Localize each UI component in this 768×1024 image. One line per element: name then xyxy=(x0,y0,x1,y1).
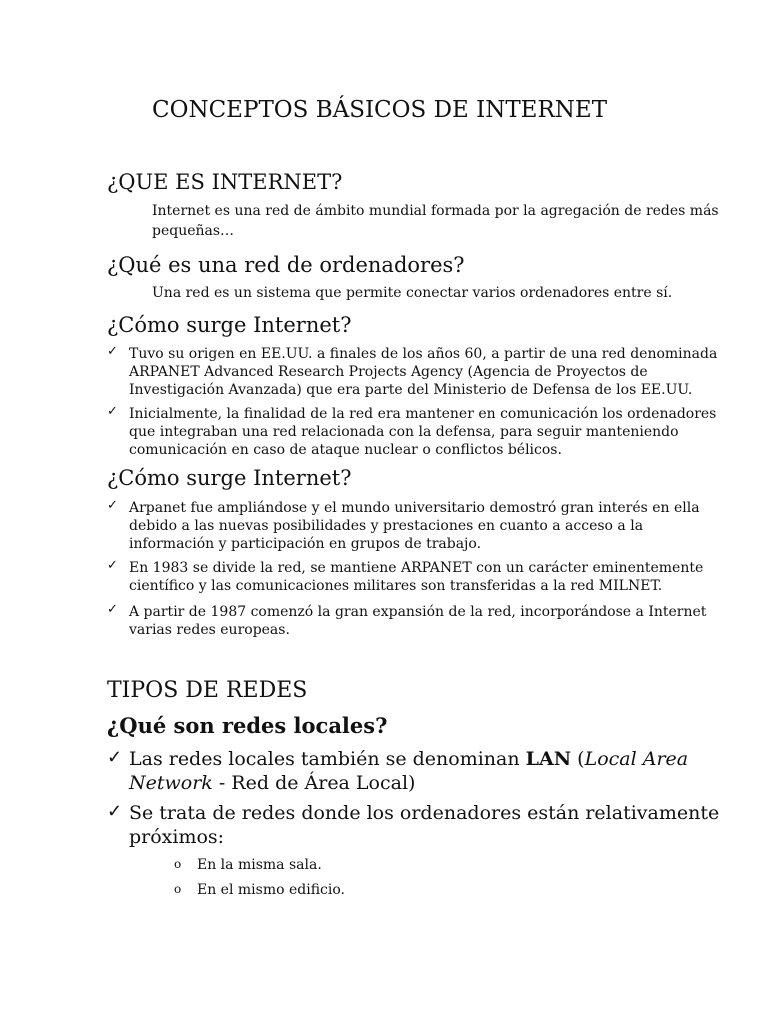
list-item-line: Investigación Avanzada) que era parte del Ministerio de Defensa de los EE.UU. xyxy=(129,382,693,398)
page-title: CONCEPTOS BÁSICOS DE INTERNET xyxy=(152,97,608,123)
list-item-line: Arpanet fue ampliándose y el mundo universitario demostró gran interés en ella xyxy=(129,500,700,516)
list-item-line: información y participación en grupos de trabajo. xyxy=(129,536,482,552)
circle-bullet-icon: o xyxy=(174,857,182,871)
list-item-line: A partir de 1987 comenzó la gran expansión de la red, incorporándose a Internet xyxy=(129,604,707,620)
check-icon: ✓ xyxy=(107,498,118,513)
italic-text: Network xyxy=(129,772,213,794)
paragraph-line: Internet es una red de ámbito mundial formada por la agregación de redes más xyxy=(152,203,719,219)
section-heading-como-surge-1: ¿Cómo surge Internet? xyxy=(107,313,352,337)
list-item-line: Se trata de redes donde los ordenadores están relativamente xyxy=(129,802,720,824)
section-heading-como-surge-2: ¿Cómo surge Internet? xyxy=(107,466,352,490)
text-span: ( xyxy=(571,748,585,770)
paragraph-line: pequeñas… xyxy=(152,223,235,239)
list-item-line: Inicialmente, la finalidad de la red era mantener en comunicación los ordenadores xyxy=(129,406,717,422)
check-icon: ✓ xyxy=(107,344,118,359)
list-item-line: próximos: xyxy=(129,826,225,848)
circle-bullet-icon: o xyxy=(174,882,182,896)
subheading-redes-locales: ¿Qué son redes locales? xyxy=(107,713,388,738)
paragraph-line: Una red es un sistema que permite conectar varios ordenadores entre sí. xyxy=(152,285,673,301)
list-item-line: científico y las comunicaciones militares son transferidas a la red MILNET. xyxy=(129,578,663,594)
sub-list-item: En la misma sala. xyxy=(197,857,322,873)
sub-list-item: En el mismo edificio. xyxy=(197,882,346,898)
section-heading-red-ordenadores: ¿Qué es una red de ordenadores? xyxy=(107,253,465,277)
list-item-line: comunicación en caso de ataque nuclear o conflictos bélicos. xyxy=(129,442,562,458)
check-icon: ✓ xyxy=(107,602,118,617)
check-icon: ✓ xyxy=(107,404,118,419)
italic-text: Local Area xyxy=(584,748,689,770)
list-item-line: En 1983 se divide la red, se mantiene ARPANET con un carácter eminentemente xyxy=(129,560,704,576)
check-icon: ✓ xyxy=(107,558,118,573)
lan-acronym: LAN xyxy=(525,748,572,770)
text-span: Las redes locales también se denominan xyxy=(129,748,526,770)
section-heading-tipos-de-redes: TIPOS DE REDES xyxy=(107,678,308,703)
list-item-line: debido a las nuevas posibilidades y prestaciones en cuanto a acceso a la xyxy=(129,518,644,534)
section-heading-que-es-internet: ¿QUE ES INTERNET? xyxy=(107,170,343,194)
text-span: - Red de Área Local) xyxy=(212,772,416,794)
list-item-line: que integraban una red relacionada con la defensa, para seguir manteniendo xyxy=(129,424,679,440)
list-item-lan xyxy=(129,747,688,771)
check-icon: ✓ xyxy=(107,801,123,822)
list-item-line: Tuvo su origen en EE.UU. a finales de los años 60, a partir de una red denominada xyxy=(129,346,718,362)
list-item-lan-cont xyxy=(129,771,415,795)
check-icon: ✓ xyxy=(107,747,123,768)
list-item-line: ARPANET Advanced Research Projects Agency (Agencia de Proyectos de xyxy=(129,364,648,380)
list-item-line: varias redes europeas. xyxy=(129,622,290,638)
